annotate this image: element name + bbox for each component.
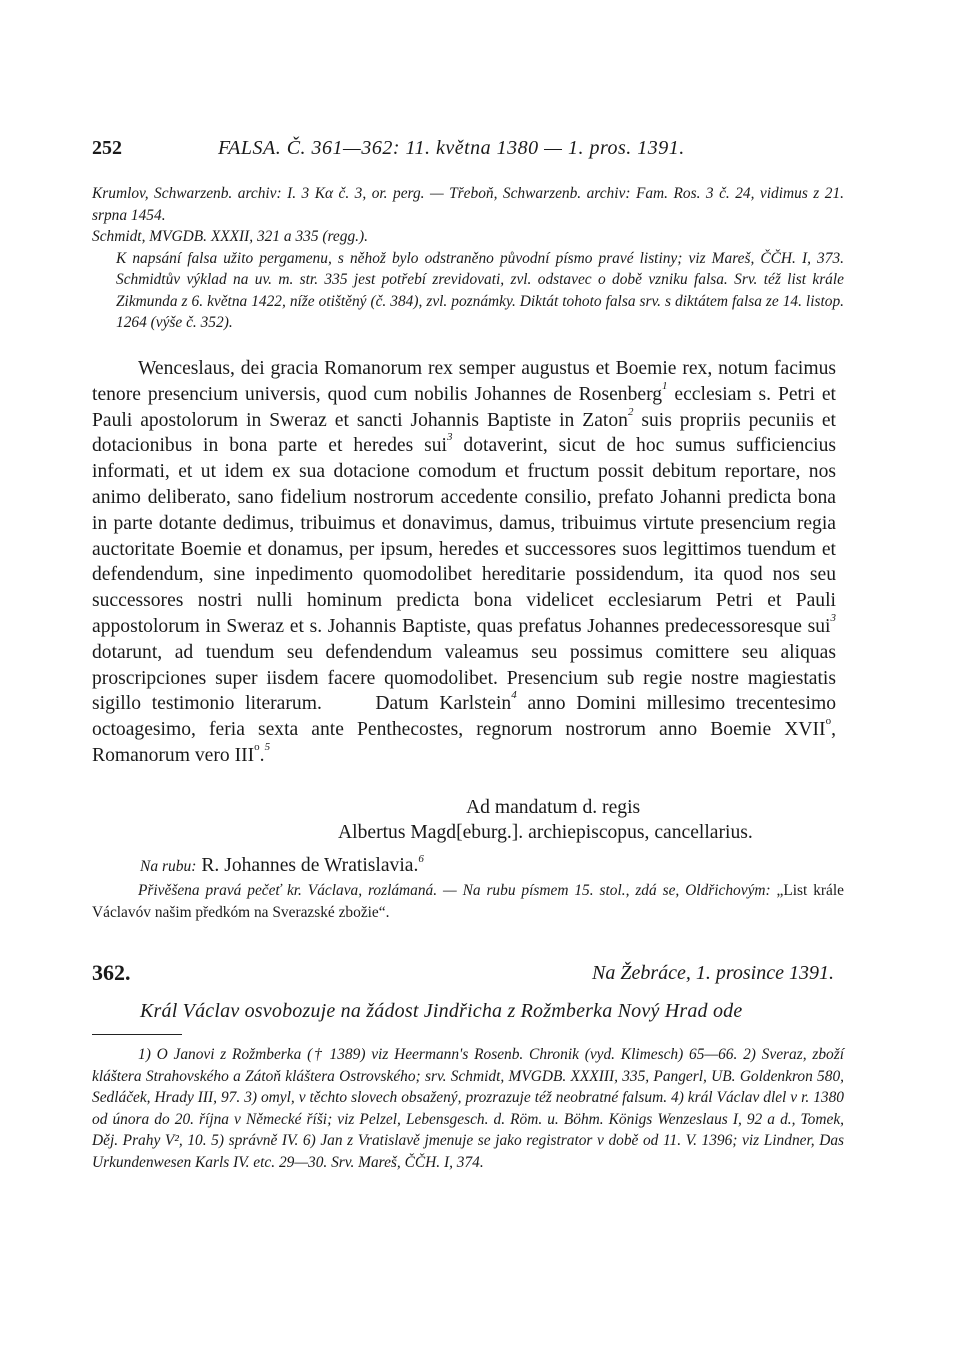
footnote-ref: 1	[662, 379, 668, 392]
archive-notes	[92, 183, 844, 334]
running-title: FALSA. Č. 361—362: 11. května 1380 — 1. pros. 1391.	[218, 137, 685, 159]
signature-chancellor: Albertus Magd[eburg.]. archiepiscopus, cancellarius.	[338, 822, 753, 843]
seal-note: Přivěšena pravá pečeť kr. Václava, rozlámaná. — Na rubu písmem 15. stol., zdá se, Oldřichovým: „List krále Václavóv našim předkóm na Sverazské zbožie“.	[92, 882, 844, 921]
rubric-note	[140, 855, 424, 877]
footnote-ref: 3	[830, 611, 836, 624]
footnote-divider	[92, 1034, 182, 1035]
page-number: 252	[92, 137, 122, 159]
document-regest: Král Václav osvobozuje na žádost Jindřicha z Rožmberka Nový Hrad ode	[140, 1000, 743, 1022]
footnote-ref: 4	[511, 689, 517, 702]
footnotes: 1) O Janovi z Rožmberka († 1389) viz Heermann's Rosenb. Chronik (vyd. Klimesch) 65—66. 2) Sveraz, zboží kláštera Strahovského a Zátoň kláštera Ostrovského; srv. Schmidt, MVGDB. XXXIII, 335, Pangerl, UB. Goldenkron 580, Sedláček, Hrady III, 97. 3) omyl, v těchto slovech obsažený, prozrazuje též neobratné falsum. 4) král Václav dlel v r. 1380 od února do 20. října v Německé říši; viz Pelzel, Lebensgesch. d. Röm. u. Böhm. Königs Wenzeslaus I, 92 a d., Tomek, Děj. Prahy V², 10. 5) správně IV. 6) Jan z Vratislavě jmenuje se jako registrator v době od 11. V. 1396; viz Lindner, Das Urkundenwesen Karls IV. etc. 29—30. Srv. Mareš, ČČH. I, 374.	[92, 1046, 844, 1171]
archive-note-literature: Schmidt, MVGDB. XXXII, 321 a 335 (regg.).	[92, 228, 368, 245]
document-date: Na Žebrácе, 1. prosince 1391.	[591, 962, 834, 984]
rubric-label: Na rubu:	[140, 858, 197, 875]
footnote-ref: 6	[418, 853, 424, 865]
footnote-ref: 3	[447, 431, 453, 444]
document-number: 362.	[92, 960, 131, 985]
footnote-ref: 2	[627, 405, 634, 418]
archive-note-commentary: K napsání falsa užito pergamenu, s něhož bylo odstraněno původní písmo pravé listiny; viz Mareš, ČČH. I, 373. Schmidtův výklad na uv. m. str. 335 jest potřebí zrevidovati, zvl. odstavec o době vzniku falsa. Srv. též list krále Zikmunda z 6. května 1422, níže otištěný (č. 384), zvl. poznámky. Diktát tohoto falsa srv. s diktátem falsa ze 14. listop. 1264 (výše č. 352).	[116, 249, 844, 331]
charter-text: Wenceslaus, dei gracia Romanorum rex semper augustus et Boemie rex, notum facimus tenore presencium universis, quod cum nobilis Johannes de Rosenberg$^1$ ecclesiam s. Petri et Pauli apostolorum in Sweraz et sancti Johannis Baptiste in Zaton$^2$ suis propriis pecuniis et dotacionibus in bona parte et heredes sui$^3$ dotaverint, sicut de hoc sumus sufficiencius informati, et ut idem ex sua dotacione comodum et fructum possit debitum reportare, nos animo deliberato, sano fidelium nostrorum accedente consilio, prefato Johanni predicta bona in parte dotante dedimus, tribuimus et donavimus, damus, tribuimus virtute presencium regia auctoritate Boemie et donamus, per ipsum, heredes et successores suos legittimos tuendum et defendendum, sine inpedimento quomodolibet hereditarie possidendum, ita quod nos seu successores nostri nulli hominum predicta bona videlicet ecclesiarum Petri et Pauli appostolorum in Sweraz et s. Johannis Baptiste, quas prefatus Johannes predecessoresque sui$^3$ dotarunt, ad tuendum seu defendendum valeamus seu possimus comittere seu aliquas proscripciones super iisdem facere quomodolibet. Presencium sub regie nostre magiestatis sigillo testimonio literarum. Datum Karlstein$^4$ anno Domini millesimo trecentesimo octoagesimo, feria sexta ante Penthecostes, regnorum nostrorum anno Boemie XVII$^o$, Romanorum vero III$^o$.$^5$	[92, 358, 836, 766]
footnote-ref: 5	[264, 740, 271, 753]
signature-mandate: Ad mandatum d. regis	[466, 797, 641, 818]
rubric-text: R. Johannes de Wratislavia.	[201, 855, 419, 876]
page-header	[92, 137, 852, 167]
archive-note-sources: Krumlov, Schwarzenb. archiv: I. 3 Kα č. 3, or. perg. — Třeboň, Schwarzenb. archiv: Fam. Ros. 3 č. 24, vidimus z 21. srpna 1454.	[92, 185, 844, 224]
